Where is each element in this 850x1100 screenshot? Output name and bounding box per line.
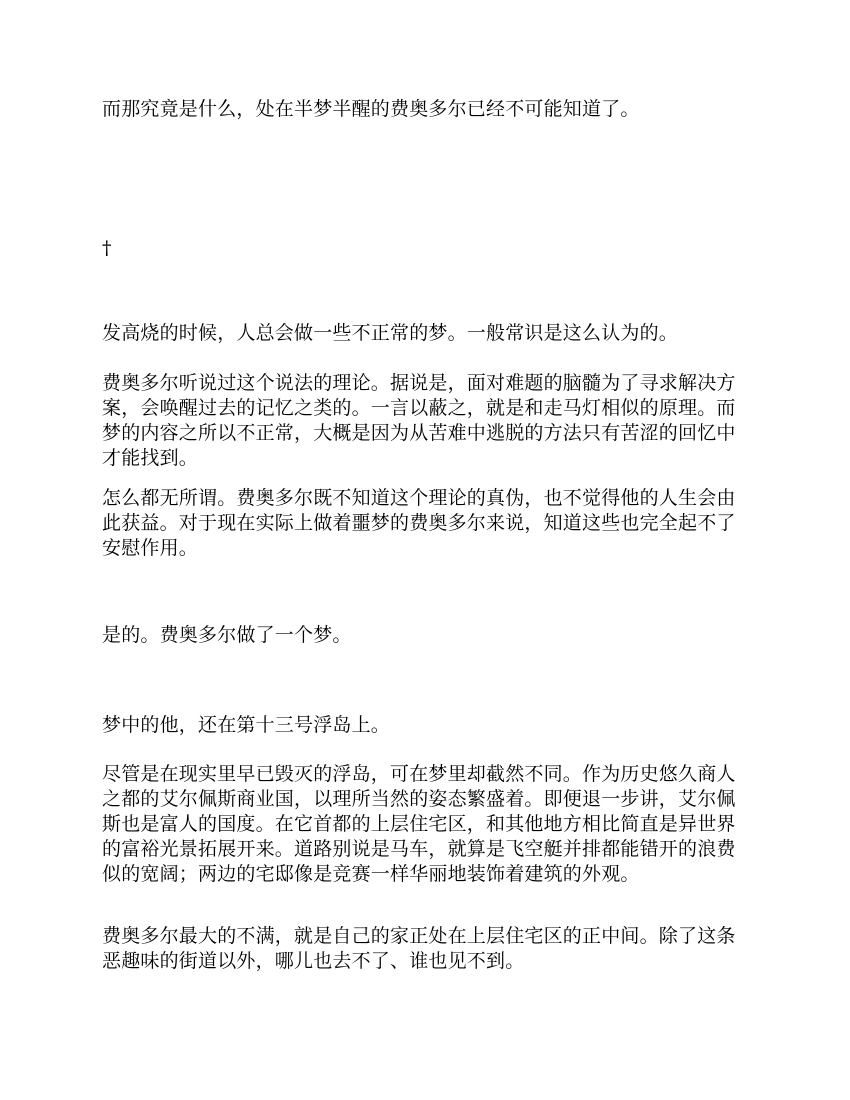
paragraph-6: 梦中的他，还在第十三号浮岛上。 (102, 714, 391, 736)
paragraph-2: 发高烧的时候，人总会做一些不正常的梦。一般常识是这么认为的。 (102, 322, 679, 344)
section-break-dagger: † (102, 237, 112, 259)
paragraph-4: 怎么都无所谓。费奥多尔既不知道这个理论的真伪，也不觉得他的人生会由此获益。对于现在实际上做着噩梦的费奥多尔来说，知道这些也完全起不了安慰作用。 (102, 487, 736, 559)
paragraph-1: 而那究竟是什么，处在半梦半醒的费奥多尔已经不可能知道了。 (102, 98, 640, 120)
paragraph-5: 是的。费奥多尔做了一个梦。 (102, 624, 352, 646)
paragraph-8: 费奥多尔最大的不满，就是自己的家正处在上层住宅区的正中间。除了这条恶趣味的街道以外，哪儿也去不了、谁也见不到。 (102, 925, 736, 972)
paragraph-7: 尽管是在现实里早已毁灭的浮岛，可在梦里却截然不同。作为历史悠久商人之都的艾尔佩斯商业国，以理所当然的姿态繁盛着。即便退一步讲，艾尔佩斯也是富人的国度。在它首都的上层住宅区，和其他地方相比简直是异世界的富裕光景拓展开来。道路别说是马车，就算是飞空艇并排都能错开的浪费似的宽阔；两边的宅邸像是竞赛一样华丽地装饰着建筑的外观。 (102, 763, 736, 885)
document-page (102, 0, 748, 1100)
paragraph-3: 费奥多尔听说过这个说法的理论。据说是，面对难题的脑髓为了寻求解决方案，会唤醒过去的记忆之类的。一言以蔽之，就是和走马灯相似的原理。而梦的内容之所以不正常，大概是因为从苦难中逃脱的方法只有苦涩的回忆中才能找到。 (102, 372, 736, 469)
